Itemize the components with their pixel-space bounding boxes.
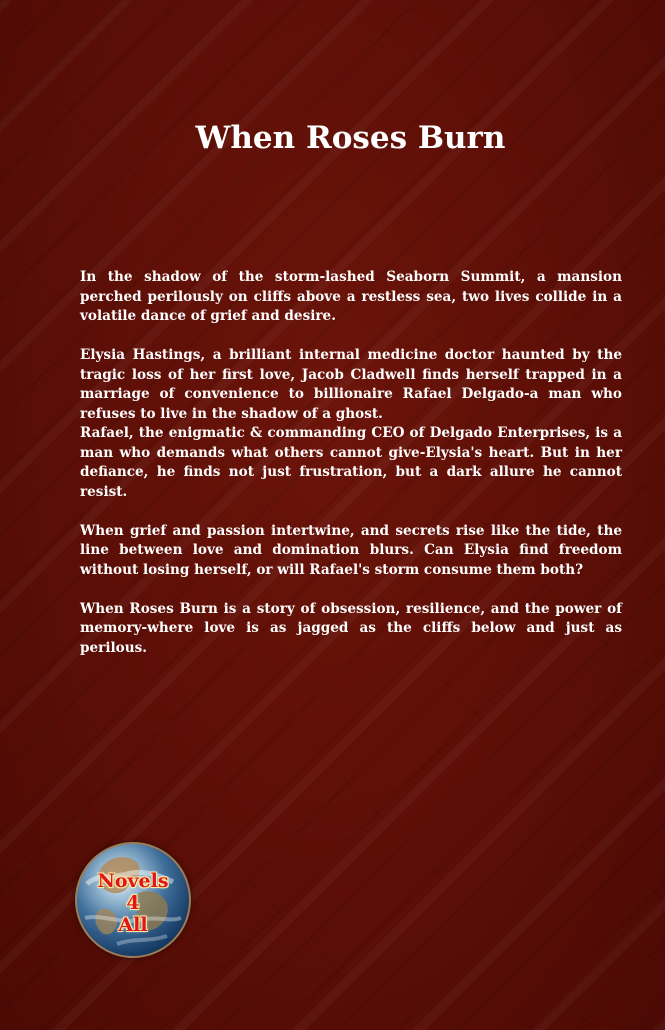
- book-blurb: [80, 268, 622, 658]
- publisher-logo: [75, 842, 191, 958]
- blurb-paragraph-3: Rafael, the enigmatic & commanding CEO of Delgado Enterprises, is a man who demands what others cannot give-Elysia's heart. But in her defiance, he finds not just frustration, but a dark allure he cannot resist.: [80, 425, 622, 500]
- blurb-paragraph-4: When grief and passion intertwine, and secrets rise like the tide, the line between love and domination blurs. Can Elysia find freedom without losing herself, or will Rafael's storm consume them both?: [80, 522, 622, 578]
- blurb-paragraph-1: In the shadow of the storm-lashed Seaborn Summit, a mansion perched perilously on cliffs above a restless sea, two lives collide in a volatile dance of grief and desire.: [80, 269, 622, 324]
- blurb-paragraph-2: Elysia Hastings, a brilliant internal medicine doctor haunted by the tragic loss of her first love, Jacob Cladwell finds herself trapped in a marriage of convenience to billionaire Rafael Delgado-a man who refuses to live in the shadow of a ghost.: [80, 347, 622, 422]
- blurb-paragraph-5: When Roses Burn is a story of obsession, resilience, and the power of memory-where love is as jagged as the cliffs below and just as perilous.: [80, 600, 622, 656]
- logo-text-line-2: 4: [126, 892, 140, 914]
- logo-text-line-1: Novels: [97, 870, 169, 892]
- book-title: When Roses Burn: [195, 120, 506, 156]
- logo-text-line-3: All: [118, 914, 148, 936]
